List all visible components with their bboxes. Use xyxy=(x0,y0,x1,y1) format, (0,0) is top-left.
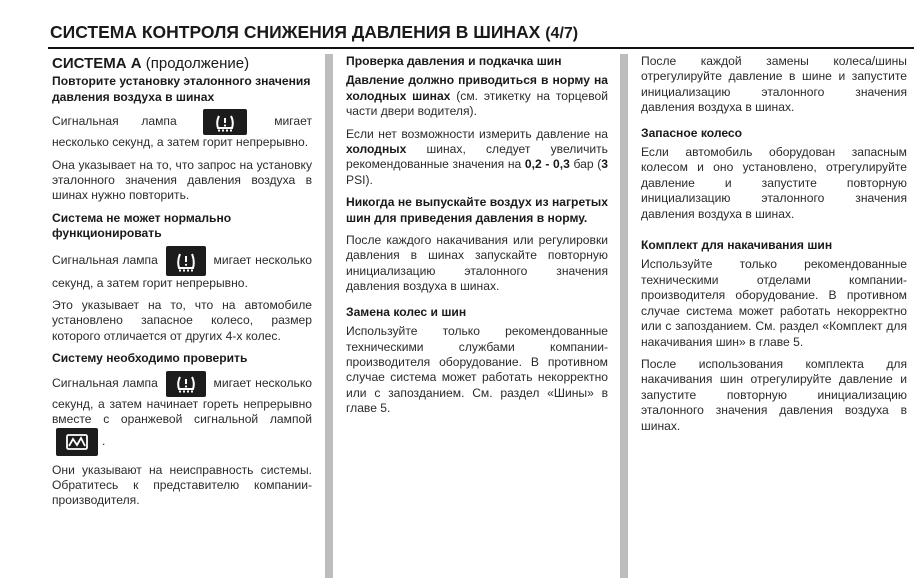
paragraph-text: мигает несколько секунд, а затем горит непрерывно. xyxy=(52,252,312,290)
section-heading: Комплект для накачивания шин xyxy=(641,238,833,253)
column-divider xyxy=(620,54,628,578)
system-title xyxy=(52,56,312,71)
column-left xyxy=(52,54,312,516)
paragraph xyxy=(346,127,608,189)
section-heading: Проверка давления и подкачка шин xyxy=(346,54,562,68)
paragraph xyxy=(346,73,608,119)
paragraph: После каждого накачивания или регулировки давления в шинах запускайте повторную инициализацию эталонного значения давления воздуха в шинах. xyxy=(346,233,608,294)
tpms-warning-lamp-icon xyxy=(166,246,206,276)
paragraph-text: Сигнальная лампа xyxy=(52,375,158,390)
paragraph: Используйте только рекомендованные техническими отделами компании-производителя оборудование. В противном случае система может работать некорректно или с запозданием. См. раздел «Комплект для накачивания шин» в главе 5. xyxy=(641,257,907,349)
column-divider xyxy=(325,54,333,578)
paragraph xyxy=(52,371,312,456)
section-heading: Замена колес и шин xyxy=(346,304,467,319)
section-heading: Систему необходимо проверить xyxy=(52,351,248,366)
bold-text: 3 xyxy=(601,157,608,172)
paragraph xyxy=(52,246,312,291)
paragraph: Они указывают на неисправность системы. Обратитесь к представителю компании-производителя. xyxy=(52,462,312,508)
bold-text: холодных xyxy=(346,142,407,157)
paragraph-text: Если нет возможности измерить давление на xyxy=(346,126,608,141)
paragraph-text: Сигнальная лампа xyxy=(52,252,158,267)
tpms-warning-lamp-icon xyxy=(203,109,247,135)
paragraph-text: мигает несколько секунд, а затем горит непрерывно. xyxy=(52,114,312,150)
title-rule xyxy=(48,47,914,49)
paragraph-text: шинах, следует увеличить рекомендованные значения на xyxy=(346,142,608,172)
paragraph-text: (см. этикетку на торцевой части двери водителя). xyxy=(346,88,608,119)
paragraph: Она указывает на то, что запрос на установку эталонного значения давления воздуха в шинах нужно повторить. xyxy=(52,157,312,203)
paragraph xyxy=(346,195,608,226)
column-middle xyxy=(346,54,608,424)
page-title xyxy=(50,22,880,43)
system-subtitle: (продолжение) xyxy=(145,55,250,72)
paragraph: Используйте только рекомендованные техническими службами компании-производителя оборудование. В противном случае система может работать некорректно или с запозданием. См. раздел «Шины» в главе 5. xyxy=(346,324,608,416)
section-heading: Запасное колесо xyxy=(641,125,743,140)
section-heading: Повторите установку эталонного значения давления воздуха в шинах xyxy=(52,74,311,104)
section-heading: Система не может нормально функционировать xyxy=(52,210,232,241)
paragraph-text: . xyxy=(102,433,106,448)
paragraph xyxy=(52,109,312,150)
column-right xyxy=(641,54,907,441)
page-title-text: СИСТЕМА КОНТРОЛЯ СНИЖЕНИЯ ДАВЛЕНИЯ В ШИНАХ xyxy=(50,22,541,42)
paragraph-text: мигает несколько секунд, а затем начинает гореть непрерывно вместе с оранжевой сигнальной лампой xyxy=(52,375,312,427)
service-warning-lamp-icon xyxy=(56,428,98,456)
paragraph: Если автомобиль оборудован запасным колесом и оно установлено, отрегулируйте давление и запустите повторную инициализацию эталонного значения давления воздуха в шинах. xyxy=(641,145,907,221)
tpms-warning-lamp-icon xyxy=(166,371,206,397)
paragraph: После использования комплекта для накачивания шин отрегулируйте давление и запустите повторную инициализацию эталонного значения давления воздуха в шинах. xyxy=(641,356,907,433)
page-number: (4/7) xyxy=(545,25,579,42)
paragraph-text: Сигнальная лампа xyxy=(52,114,177,129)
bold-text: Никогда не выпускайте воздух из нагретых шин для приведения давления в норму. xyxy=(346,195,608,225)
bold-text: Давление должно приводиться в норму на холодных шинах xyxy=(346,73,608,103)
paragraph-text: бар ( xyxy=(573,157,602,172)
system-title-text: СИСТЕМА А xyxy=(52,55,142,72)
paragraph-text: PSI). xyxy=(346,172,373,187)
bold-text: 0,2 - 0,3 xyxy=(524,157,570,172)
paragraph: Это указывает на то, что на автомобиле установлено запасное колесо, размер которого отличается от других 4-х колес. xyxy=(52,298,312,343)
paragraph: После каждой замены колеса/шины отрегулируйте давление в шине и запустите инициализацию эталонного значения давления воздуха в шинах. xyxy=(641,54,907,115)
